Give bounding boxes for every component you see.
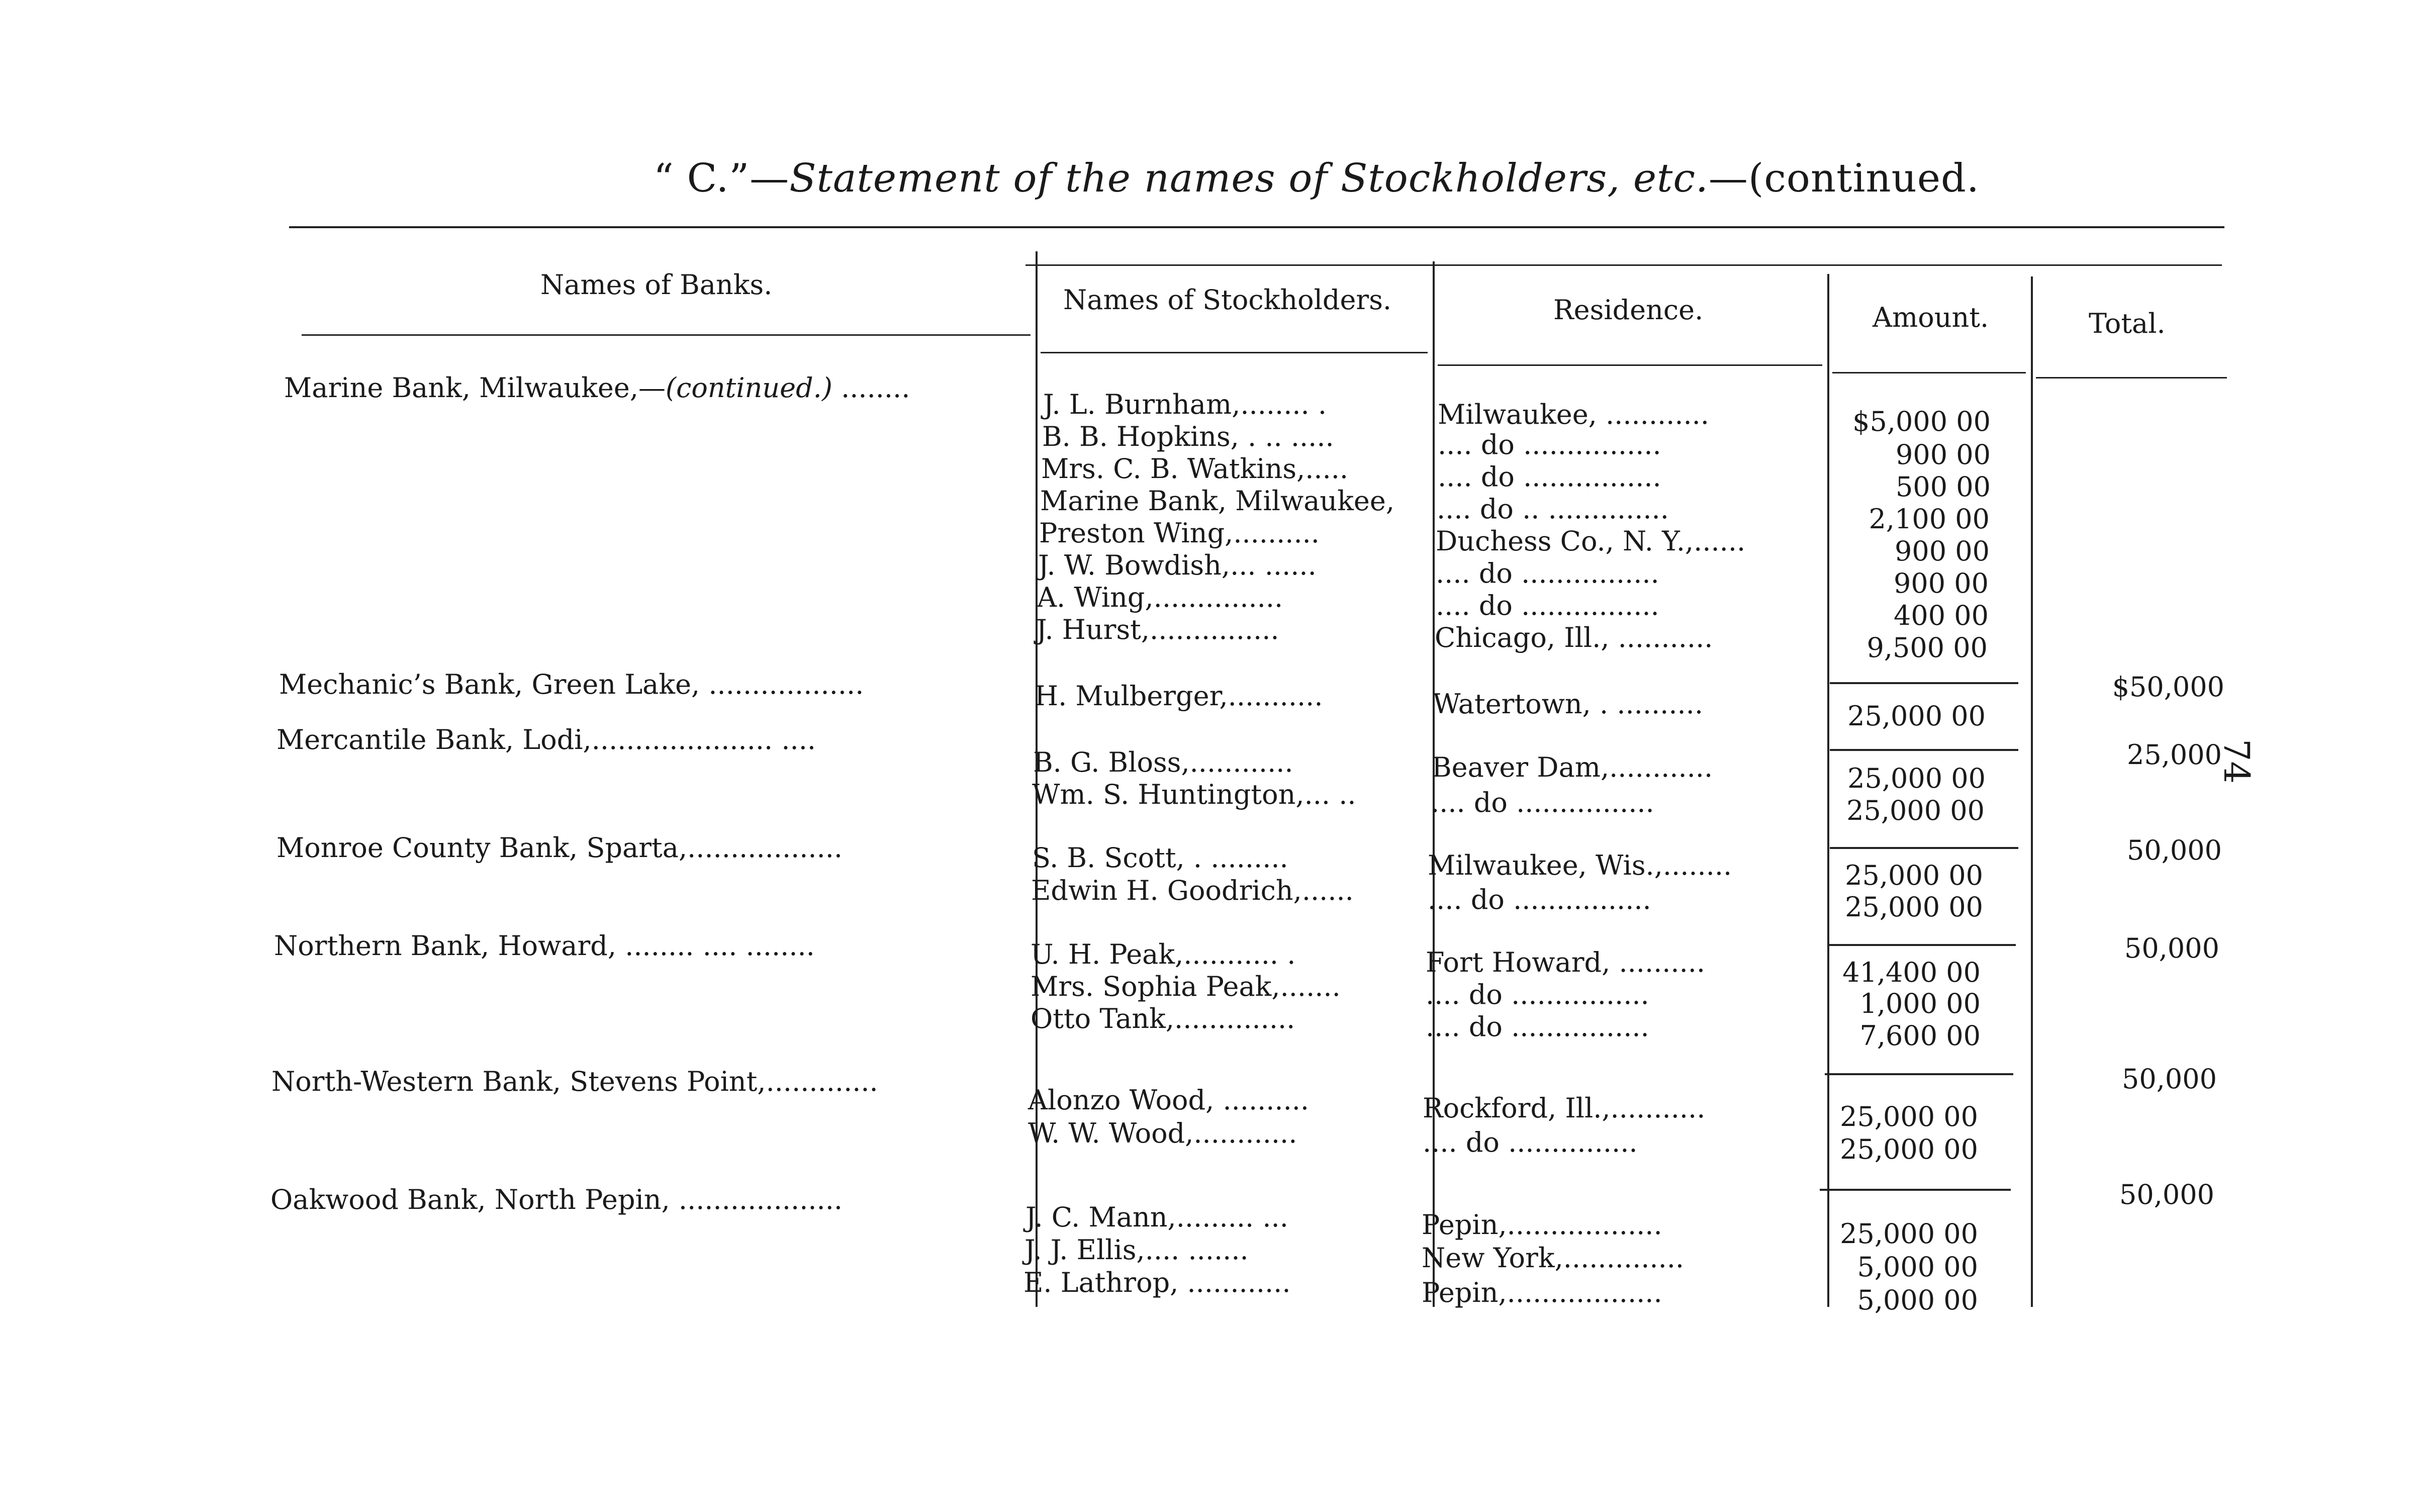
stockholder-name: J. C. Mann,......... ... [1025, 1201, 1288, 1233]
stockholder-residence: Watertown, . .......... [1433, 688, 1704, 720]
stockholder-residence: .... do ................ [1426, 1011, 1649, 1043]
stockholder-amount: 25,000 00 [1840, 1133, 1978, 1165]
stockholder-residence: Pepin,.................. [1422, 1277, 1662, 1308]
stockholder-residence: .... do .. .............. [1437, 493, 1669, 525]
stockholder-name: J. L. Burnham,........ . [1043, 389, 1327, 420]
stockholder-name: Mrs. Sophia Peak,....... [1031, 971, 1341, 1002]
stockholder-residence: Duchess Co., N. Y.,...... [1436, 525, 1746, 557]
stockholder-name: S. B. Scott, . ......... [1032, 842, 1288, 874]
title-suffix: —(continued. [1708, 156, 1980, 201]
stockholder-amount: 25,000 00 [1846, 795, 1985, 826]
stockholder-name: J. J. Ellis,.... ....... [1024, 1234, 1249, 1266]
stockholder-amount: 900 00 [1895, 535, 1990, 567]
bank-name: Mechanic’s Bank, Green Lake, .................. [279, 669, 864, 700]
group-rule [1827, 944, 2016, 946]
header-stockholders: Names of Stockholders. [1063, 284, 1392, 316]
bank-total: 50,000 [2119, 1179, 2214, 1210]
bank-total: 25,000 [2127, 739, 2222, 771]
stockholder-residence: .... do ................ [1438, 461, 1661, 493]
header-total: Total. [2089, 308, 2166, 339]
stockholder-amount: 1,000 00 [1859, 988, 1981, 1019]
stockholder-name: Alonzo Wood, .......... [1028, 1084, 1310, 1116]
stockholder-name: B. B. Hopkins, . .. ..... [1042, 421, 1334, 452]
stockholder-residence: New York,.............. [1422, 1242, 1685, 1274]
stockholder-residence: Rockford, Ill.,........... [1423, 1092, 1706, 1124]
group-rule [1830, 847, 2018, 849]
stockholder-residence: .... do ................ [1426, 979, 1649, 1010]
group-rule [1825, 1073, 2013, 1075]
stockholder-name: Marine Bank, Milwaukee, [1040, 485, 1395, 517]
bank-name: Monroe County Bank, Sparta,.................. [276, 832, 843, 864]
stockholder-residence: .... do ................ [1438, 429, 1661, 460]
stockholder-amount: $5,000 00 [1852, 406, 1991, 437]
stockholder-amount: 25,000 00 [1840, 1218, 1978, 1250]
stockholder-name: B. G. Bloss,............ [1033, 746, 1293, 778]
stockholder-name: H. Mulberger,........... [1035, 680, 1323, 712]
stockholder-name: Mrs. C. B. Watkins,..... [1041, 453, 1349, 485]
stockholder-name: J. Hurst,............... [1036, 614, 1279, 645]
header-rule-amount [1832, 372, 2026, 373]
header-banks: Names of Banks. [540, 269, 773, 301]
stockholder-residence: .... do ............... [1423, 1126, 1638, 1158]
bank-name: Marine Bank, Milwaukee,—(continued.) ........ [284, 372, 910, 404]
stockholder-residence: Milwaukee, Wis.,........ [1428, 849, 1732, 881]
stockholder-name: A. Wing,............... [1037, 582, 1283, 613]
stockholder-amount: 9,500 00 [1866, 632, 1988, 664]
stockholder-amount: 900 00 [1894, 568, 1989, 599]
bank-total: $50,000 [2112, 671, 2224, 703]
header-rule-stockholders [1041, 352, 1428, 353]
stockholder-residence: .... do ................ [1428, 884, 1651, 915]
header-amount: Amount. [1873, 302, 1989, 333]
stockholder-name: Otto Tank,.............. [1031, 1003, 1295, 1034]
bank-total: 50,000 [2124, 932, 2219, 964]
header-rule-total [2036, 377, 2227, 379]
stockholder-amount: 500 00 [1896, 471, 1991, 503]
stockholder-name: W. W. Wood,............ [1028, 1117, 1297, 1149]
stockholder-residence: Beaver Dam,............ [1432, 751, 1713, 783]
title-italic: Statement of the names of Stockholders, etc. [789, 156, 1709, 201]
stockholder-residence: .... do ................ [1431, 787, 1654, 818]
column-divider-4 [2031, 276, 2033, 1307]
group-rule [1820, 1189, 2011, 1191]
stockholder-amount: 25,000 00 [1847, 700, 1986, 732]
stockholder-name: U. H. Peak,........... . [1031, 938, 1296, 970]
stockholder-amount: 5,000 00 [1857, 1284, 1978, 1316]
stockholder-amount: 900 00 [1896, 439, 1991, 470]
header-rule-banks [302, 334, 1031, 336]
bank-name: North-Western Bank, Stevens Point,............. [271, 1066, 878, 1097]
header-top-rule [1025, 264, 2222, 266]
bank-name: Northern Bank, Howard, ........ .... ........ [274, 930, 815, 962]
stockholder-residence: Pepin,.................. [1422, 1209, 1662, 1241]
group-rule [1830, 749, 2018, 751]
stockholder-name: Preston Wing,.......... [1039, 517, 1320, 549]
bank-total: 50,000 [2127, 834, 2222, 866]
stockholder-residence: Chicago, Ill., ........... [1435, 622, 1713, 653]
header-residence: Residence. [1553, 294, 1704, 326]
header-rule-residence [1438, 364, 1822, 366]
stockholder-residence: Milwaukee, ............ [1438, 399, 1709, 430]
stockholder-amount: 7,600 00 [1859, 1020, 1981, 1052]
stockholder-amount: 5,000 00 [1857, 1251, 1978, 1283]
page-title [653, 156, 1980, 201]
stockholder-amount: 400 00 [1894, 600, 1989, 631]
stockholder-name: Wm. S. Huntington,... .. [1032, 779, 1356, 810]
page-number: 74 [2216, 739, 2257, 784]
stockholder-name: E. Lathrop, ............ [1023, 1267, 1291, 1298]
stockholder-name: J. W. Bowdish,... ...... [1038, 549, 1317, 581]
stockholder-amount: 2,100 00 [1869, 503, 1990, 535]
stockholder-residence: .... do ................ [1436, 557, 1659, 589]
bank-name: Mercantile Bank, Lodi,..................... .... [276, 724, 816, 755]
stockholder-amount: 25,000 00 [1845, 860, 1983, 891]
stockholder-residence: .... do ................ [1436, 590, 1659, 621]
stockholder-amount: 25,000 00 [1847, 763, 1986, 794]
stockholder-amount: 25,000 00 [1840, 1101, 1978, 1132]
stockholder-amount: 41,400 00 [1842, 957, 1981, 988]
stockholder-amount: 25,000 00 [1845, 891, 1983, 923]
bank-name: Oakwood Bank, North Pepin, ................... [270, 1184, 843, 1215]
bank-total: 50,000 [2122, 1063, 2217, 1095]
title-prefix: “ C.”— [653, 156, 790, 201]
stockholder-name: Edwin H. Goodrich,...... [1031, 875, 1354, 906]
title-rule [289, 226, 2224, 228]
stockholder-residence: Fort Howard, .......... [1426, 947, 1706, 978]
group-rule [1830, 682, 2018, 684]
